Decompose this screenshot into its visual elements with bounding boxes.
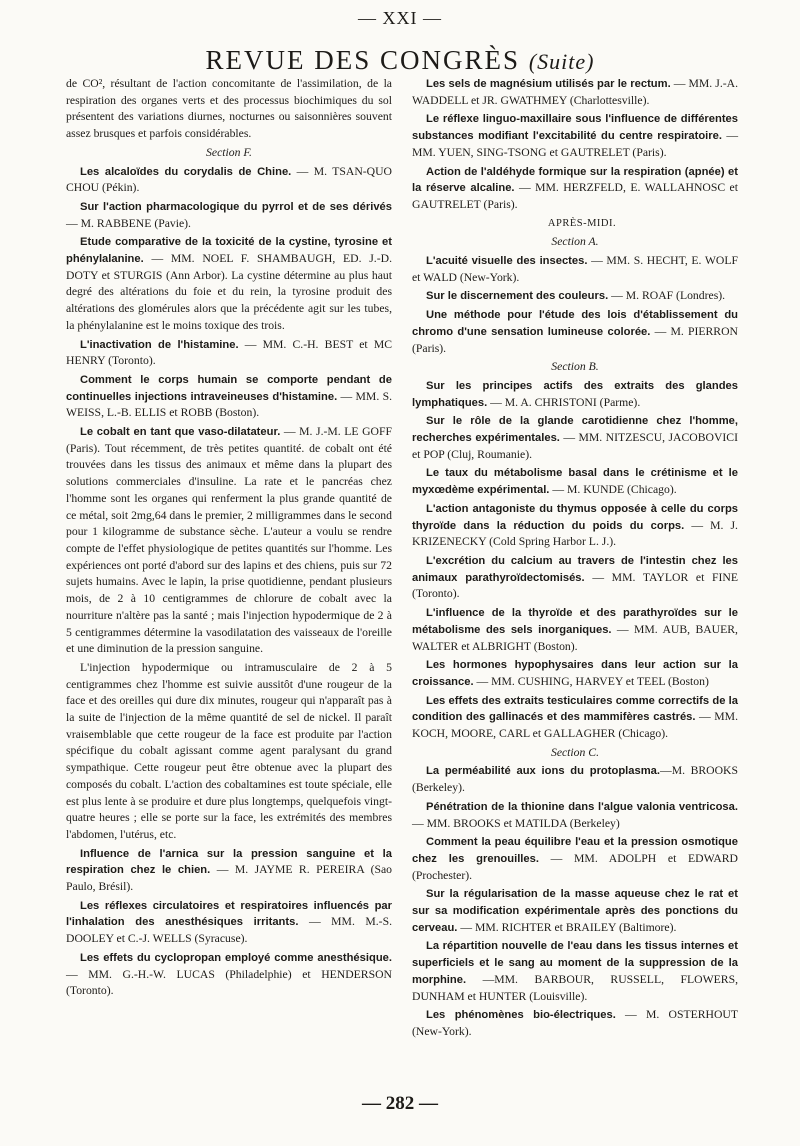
page-title (0, 46, 800, 76)
entry: Le réflexe linguo-maxillaire sous l'influence de différentes substances modifiant l'excitabilité du centre respiratoire. — MM. YUEN, SING-TSONG et GAUTRELET (Paris). (412, 113, 738, 159)
entry: Comment le corps humain se comporte pendant de continuelles injections intraveineuses d'histamine. — MM. S. WEISS, L.-B. ELLIS et ROBB (Boston). (66, 373, 392, 420)
entry: Etude comparative de la toxicité de la cystine, tyrosine et phénylalanine. — MM. NOEL F. SHAMBAUGH, ED. J.-D. DOTY et STURGIS (Ann Arbor). La cystine détermine au plus haut degré des altérations du foie et du rein, la tyrosine produit des altérations des glomérules alors que la précédente agit sur les tubes, la phénylalanine est le moins toxique des trois. (66, 236, 392, 332)
entry: Comment la peau équilibre l'eau et la pression osmotique chez les grenouilles. — MM. ADOLPH et EDWARD (Prochester). (412, 836, 738, 882)
entry-continuation: L'injection hypodermique ou intramusculaire de 2 à 5 centigrammes chez l'homme est suivie aussitôt d'une rougeur de la face et des oreilles qui dure dix minutes, rougeur qui n'apparaît pas à la suite de l'injection de la même quantité de sel de nickel. Il paraît vraisemblable que cette rougeur de la face est produite par l'action spécifique du cobalt agissant comme agent paralysant du grand sympathique. Cette rougeur peut être obtenue avec la plupart des composés du cobalt. L'action des cobaltamines est toute spéciale, elle est plus lente à se produire et dure plus longtemps, quelquefois vingt-quatre heures ; elle se porte sur la face, les extrémités des membres l'abdomen, l'utérus, etc. (66, 660, 392, 841)
entry: La répartition nouvelle de l'eau dans les tissus internes et superficiels et le sang au moment de la suppression de la morphine. —MM. BARBOUR, RUSSELL, FLOWERS, DUNHAM et HUNTER (Louisville). (412, 940, 738, 1003)
entry: L'influence de la thyroïde et des parathyroïdes sur le métabolisme des sels inorganiques. — MM. AUB, BAUER, WALTER et ALBRIGHT (Boston). (412, 607, 738, 653)
entry: Sur l'action pharmacologique du pyrrol et de ses dérivés — M. RABBENE (Pavie). (66, 200, 392, 230)
entry: Influence de l'arnica sur la pression sanguine et la respiration chez le chien. — M. JAYME R. PEREIRA (Sao Paulo, Brésil). (66, 847, 393, 894)
entry: Une méthode pour l'étude des lois d'établissement du chromo d'une sensation lumineuse colorée. — M. PIERRON (Paris). (412, 309, 738, 355)
intro-paragraph: de CO², résultant de l'action concomitante de l'assimilation, de la respiration des organes verts et des processus biochimiques du sol présentent des variations diurnes, nocturnes ou saisonnières souvent assez brusques et parfois considérables. (66, 77, 392, 141)
entry: Sur le rôle de la glande carotidienne chez l'homme, recherches expérimentales. — MM. NITZESCU, JACOBOVICI et POP (Cluj, Roumanie). (412, 415, 738, 461)
entry: Pénétration de la thionine dans l'algue valonia ventricosa. — MM. BROOKS et MATILDA (Berkeley) (412, 800, 738, 830)
entry: Sur la régularisation de la masse aqueuse chez le rat et sur sa modification expérimentale après des ponctions du cerveau. — MM. RICHTER et BRAILEY (Baltimore). (412, 888, 738, 934)
entry: L'inactivation de l'histamine. — MM. C.-H. BEST et MC HENRY (Toronto). (66, 337, 393, 368)
left-column (66, 76, 392, 1002)
entry: Les hormones hypophysaires dans leur action sur la croissance. — MM. CUSHING, HARVEY et TEEL (Boston) (412, 659, 738, 688)
title-sub: (Suite) (528, 49, 595, 74)
entry: Action de l'aldéhyde formique sur la respiration (apnée) et la réserve alcaline. — MM. HERZFELD, E. WALLAHNOSC et GAUTRELET (Paris). (412, 165, 738, 211)
entry: Les phénomènes bio-électriques. — M. OSTERHOUT (New-York). (412, 1008, 738, 1038)
entry: Le taux du métabolisme basal dans le crétinisme et le myxœdème expérimental. — M. KUNDE (Chicago). (412, 467, 738, 497)
page-number: — 282 — (362, 1093, 438, 1114)
entry: Sur les principes actifs des extraits des glandes lymphatiques. — M. A. CHRISTONI (Parme). (412, 379, 738, 409)
section-heading: Section A. (551, 235, 599, 249)
entry: Les effets du cyclopropan employé comme anesthésique. — MM. G.-H.-W. LUCAS (Philadelphie) et HENDERSON (Toronto). (66, 951, 392, 998)
running-head: — XXI — (358, 8, 442, 28)
entry: Sur le discernement des couleurs. — M. ROAF (Londres). (426, 289, 726, 303)
section-heading: Section C. (550, 745, 600, 759)
section-heading: Section F. (206, 145, 252, 159)
entry: La perméabilité aux ions du protoplasma.—M. BROOKS (Berkeley). (412, 764, 738, 795)
entry: Le cobalt en tant que vaso-dilatateur. — M. J.-M. LE GOFF (Paris). Tout récemment, de très petites quantité. de cobalt ont été trouvées dans les tissus des animaux et même dans la plupart des solutions commerciales d'insuline. La rate et le pancréas chez l'homme sont les organes qui renferment la plus grande quantité de ce métal, soit 2mg,64 dans le premier, 2 milligrammes dans le second pour 1 kilogramme de substance sèche. L'auteur a voulu se rendre compte de l'effet physiologique de petites quantités sur l'homme. Les expériences ont porté d'abord sur des lapins et des chiens, puis sur 72 sujets humains. Avec le lapin, la prise quotidienne, pendant plusieurs mois, de 2 à 10 centigrammes de chlorure de cobalt avec la nourriture n'altère pas la santé ; mais l'injection hypodermique de 2 à 5 centigrammes détermine la vasodilatation des vaisseaux de l'oreille et une diminution de la pression sanguine. (66, 425, 392, 656)
entry: Les réflexes circulatoires et respiratoires influencés par l'inhalation des anesthésiques irritants. — MM. M.-S. DOOLEY et C.-J. WELLS (Syracuse). (66, 899, 392, 946)
title-main: REVUE DES CONGRÈS (205, 45, 521, 75)
entry: L'excrétion du calcium au travers de l'intestin chez les animaux parathyroïdectomisés. — MM. TAYLOR et FINE (Toronto). (412, 554, 738, 601)
section-heading: Section B. (551, 360, 599, 374)
entry: Les effets des extraits testiculaires comme correctifs de la condition des gallinacés et des mammifères castrés. — MM. KOCH, MOORE, CARL et GALLAGHER (Chicago). (412, 694, 738, 741)
entry: Les sels de magnésium utilisés par le rectum. — MM. J.-A. WADDELL et JR. GWATHMEY (Charlottesville). (412, 77, 738, 107)
entry: L'action antagoniste du thymus opposée à celle du corps thyroïde dans la réduction du poids du corps. — M. J. KRIZENECKY (Cold Spring Harbor L. J.). (412, 502, 738, 549)
right-column (412, 76, 738, 1043)
entry: Les alcaloïdes du corydalis de Chine. — M. TSAN-QUO CHOU (Pékin). (66, 164, 392, 195)
entry: L'acuité visuelle des insectes. — MM. S. HECHT, E. WOLF et WALD (New-York). (412, 254, 738, 284)
session-heading: APRÈS-MIDI. (547, 217, 617, 229)
